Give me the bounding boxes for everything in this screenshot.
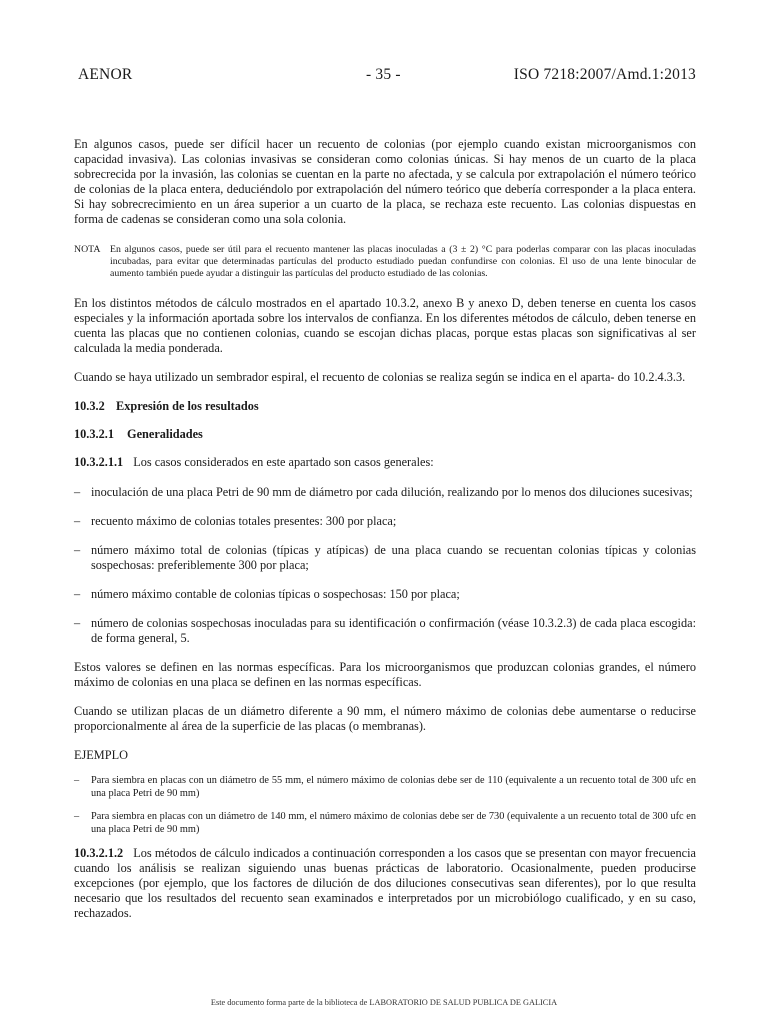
page-number: - 35 - (366, 66, 401, 83)
example-list (74, 774, 696, 836)
paragraph-spiral-plater: Cuando se haya utilizado un sembrador espiral, el recuento de colonias se realiza según se indica en el aparta- do 10.2.4.3.3. (74, 370, 686, 384)
list-item: – Para siembra en placas con un diámetro de 55 mm, el número máximo de colonias debe ser de 110 (equivalente a un recuento total de 300 ufc en una placa Petri de 90 mm) (74, 774, 696, 800)
standard-id: ISO 7218:2007/Amd.1:2013 (513, 66, 696, 83)
list-item: – número de colonias sospechosas inoculadas para su identificación o confirmación (véase 10.3.2.3) de cada placa escogida: de forma general, 5. (74, 616, 696, 646)
paragraph-text: Los casos considerados en este apartado son casos generales: (133, 455, 434, 469)
list-item: – número máximo total de colonias (típicas y atípicas) de una placa cuando se recuentan colonias típicas y colonias sospechosas: preferiblemente 300 por placa; (74, 543, 696, 573)
list-item: – inoculación de una placa Petri de 90 mm de diámetro por cada dilución, realizando por lo menos dos diluciones sucesivas; (74, 485, 696, 500)
paragraph-number: 10.3.2.1.1 (74, 455, 124, 469)
section-number: 10.3.2.1 (74, 427, 114, 441)
page-footer: Este documento forma parte de la biblioteca de LABORATORIO DE SALUD PUBLICA DE GALICIA (210, 998, 558, 1007)
section-heading-10-3-2 (74, 399, 696, 414)
section-number: 10.3.2 (74, 399, 105, 413)
list-item: – recuento máximo de colonias totales presentes: 300 por placa; (74, 514, 696, 529)
general-cases-list (74, 485, 696, 646)
paragraph-number: 10.3.2.1.2 (74, 846, 124, 860)
paragraph-specific-norms: Estos valores se definen en las normas específicas. Para los microorganismos que produzcan colonias grandes, el número máximo de colonias en una placa se definen en las normas específicas. (74, 660, 696, 689)
paragraph-invasive-colonies: En algunos casos, puede ser difícil hacer un recuento de colonias (por ejemplo cuando existan microorganismos con capacidad invasiva). Las colonias invasivas se consideran como colonias únicas. Si hay menos de un cuarto de la placa sobrecrecida por la invasión, las colonias se cuentan en la parte no afectada, y se calcula por extrapolación el número teórico de colonias de la placa entera, deduciéndolo por extrapolación del número teórico que debería corresponder a la placa entera. Si hay sobrecrecimiento en un área superior a un cuarto de la placa, se rechaza este recuento. Las colonias dispuestas en forma de cadenas se consideran como una sola colonia. (74, 137, 696, 226)
paragraph-text: Los métodos de cálculo indicados a continuación corresponden a los casos que se presentan con mayor frecuencia cuando los análisis se realizan siguiendo unas buenas prácticas de laboratorio. Ocasionalmente, pueden producirse excepciones (por ejemplo, que los factores de dilución de dos diluciones consecutivas sean diferentes), por lo que resulta necesario que los resultados del recuento sean examinados e interpretados por un microbiólogo cualificado, y en su caso, rechazados. (74, 846, 696, 920)
note-label: NOTA (74, 244, 101, 255)
note-text: En algunos casos, puede ser útil para el recuento mantener las placas inoculadas a (3 ± 2) °C para poderlas comparar con las placas inoculadas incubadas, para evitar que determinadas partículas del producto estudiado puedan confundirse con colonias. El uso de una lente binocular de aumento también puede ayudar a distinguir las partículas del producto estudiado de las colonias. (110, 244, 696, 279)
list-item: – Para siembra en placas con un diámetro de 140 mm, el número máximo de colonias debe ser de 730 (equivalente a un recuento total de 300 ufc en una placa Petri de 90 mm) (74, 810, 696, 836)
paragraph-10-3-2-1-2 (74, 846, 696, 921)
page-header (74, 66, 696, 86)
list-item: – número máximo contable de colonias típicas o sospechosas: 150 por placa; (74, 587, 696, 602)
paragraph-plate-diameter: Cuando se utilizan placas de un diámetro diferente a 90 mm, el número máximo de colonias debe aumentarse o reducirse proporcionalmente al área de la superficie de las placas (o membranas). (74, 704, 696, 733)
paragraph-10-3-2-1-1 (74, 455, 696, 470)
example-label: EJEMPLO (74, 748, 128, 762)
section-title: Generalidades (127, 427, 203, 441)
section-heading-10-3-2-1 (74, 427, 696, 442)
page-content (74, 137, 696, 921)
section-title: Expresión de los resultados (116, 399, 259, 413)
note-block (74, 244, 696, 280)
paragraph-calculation-methods: En los distintos métodos de cálculo mostrados en el apartado 10.3.2, anexo B y anexo D, deben tenerse en cuenta los casos especiales y la información aportada sobre los intervalos de confianza. En los diferentes métodos de cálculo, deben tenerse en cuenta las placas que no contienen colonias, cuando se escojan dichas placas, porque estas placas son significativas al ser calculada la media ponderada. (74, 296, 696, 355)
header-org: AENOR (78, 66, 133, 83)
